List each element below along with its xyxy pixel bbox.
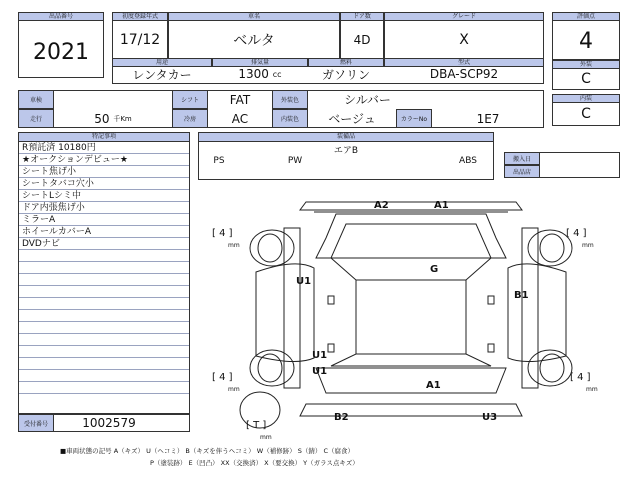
equipment-abs: ABS (459, 156, 477, 166)
note-row (19, 262, 189, 274)
ext-color: シルバー (344, 93, 391, 107)
mark-b1: B1 (514, 290, 529, 301)
note-row (19, 286, 189, 298)
model: DBA-SCP92 (429, 67, 499, 81)
doors-label: ドア数 (340, 12, 384, 21)
note-row (19, 250, 189, 262)
tire-rl-value: 4 (219, 372, 226, 383)
equipment-title: 装備品 (198, 132, 494, 142)
mark-a1-rear: A1 (426, 380, 441, 391)
shift: FAT (229, 92, 251, 107)
tire-front-left: [ 4 ] mm (212, 228, 240, 249)
lot-number: 2021 (33, 39, 89, 65)
row2-frame (112, 58, 544, 84)
mark-g: G (430, 264, 439, 275)
inspect-label: 車検 (18, 90, 54, 109)
first-reg: 17/12 (119, 32, 161, 48)
note-row: R預託済 10180円 (19, 142, 189, 154)
mileage-label: 走行 (18, 109, 54, 128)
ac: AC (231, 111, 249, 126)
notes-title: 特記事項 (18, 132, 190, 142)
tire-fl-unit: mm (228, 242, 240, 249)
tire-fl-value: 4 (219, 228, 226, 239)
grade-label: グレード (384, 12, 544, 21)
mark-b2: B2 (334, 412, 349, 423)
note-row: ホイールカバーA (19, 226, 189, 238)
note-row (19, 346, 189, 358)
tire-rr-unit: mm (586, 386, 598, 393)
note-row (19, 358, 189, 370)
cc: 1300 (238, 67, 269, 81)
tire-fr-value: 4 (573, 228, 580, 239)
serial-label: 受付番号 (18, 414, 54, 432)
legend-line2: P（塗装跡） E（凹凸） XX（交換済） X（要交換） Y（ガラス点キズ） (150, 459, 359, 467)
equipment-line1: エアB (333, 145, 359, 156)
memo-label: 出品店 (504, 165, 540, 178)
tire-rr-value: 4 (577, 372, 584, 383)
type: レンタカー (132, 67, 192, 82)
int-color-label: 内装色 (272, 109, 308, 128)
fuel: ガソリン (321, 67, 370, 82)
note-row: シート焦げ小 (19, 166, 189, 178)
interior: C (581, 106, 591, 122)
car-name-label: 車名 (168, 12, 340, 21)
note-row: シートタバコ穴小 (19, 178, 189, 190)
grade: X (459, 32, 469, 48)
exterior-label: 外装 (552, 60, 620, 69)
note-row (19, 370, 189, 382)
mark-u1-left: U1 (296, 276, 312, 287)
serial: 1002579 (82, 416, 136, 430)
lot-number-label: 出品番号 (18, 12, 104, 21)
mark-u1-lower-a: U1 (312, 350, 328, 361)
equipment-ps: PS (213, 156, 225, 166)
tire-rl-unit: mm (228, 386, 240, 393)
legend-line1: ■車両状態の記号 A（キズ） U（ヘコミ） B（キズを伴うヘコミ） W（補修跡） S（錆） C（腐食） (60, 447, 355, 455)
cc-unit: cc (272, 69, 282, 79)
doors: 4D (353, 33, 371, 47)
note-row: ★オークションデビュー★ (19, 154, 189, 166)
entry-label: 搬入日 (504, 152, 540, 165)
inspect (54, 90, 172, 109)
interior-label: 内装 (552, 94, 620, 103)
note-row (19, 334, 189, 346)
note-row: シートLシミ中 (19, 190, 189, 202)
mileage: 50 (94, 111, 110, 126)
note-row (19, 382, 189, 394)
tire-rear-right: [ 4 ] mm (570, 372, 598, 393)
note-row: ドア内張焦げ小 (19, 202, 189, 214)
exterior: C (581, 71, 591, 87)
note-row (19, 298, 189, 310)
ext-color-label: 外装色 (272, 90, 308, 109)
equipment-pw: PW (287, 156, 303, 166)
score-label: 評価点 (552, 12, 620, 21)
model-label: 型式 (384, 58, 544, 67)
trunk-unit: mm (260, 434, 272, 441)
notes-panel (18, 132, 190, 414)
mileage-unit: 千Km (113, 114, 132, 123)
tire-rear-left: [ 4 ] mm (212, 372, 240, 393)
note-row (19, 274, 189, 286)
ac-label: 冷房 (172, 109, 208, 128)
color-no-label: カラーNo (396, 109, 432, 128)
type-label: 用途 (112, 58, 212, 67)
first-reg-label: 初度登録年式 (112, 12, 168, 21)
mileage-value (54, 109, 172, 128)
mark-u3: U3 (482, 412, 498, 423)
note-row: ミラーA (19, 214, 189, 226)
color-no: 1E7 (476, 111, 500, 126)
shift-label: シフト (172, 90, 208, 109)
note-row (19, 322, 189, 334)
car-diagram (196, 188, 624, 434)
car-name: ベルタ (233, 33, 275, 49)
mark-u1-lower-b: U1 (312, 366, 328, 377)
trunk-value: T (253, 420, 260, 431)
score: 4 (579, 28, 593, 54)
entry (540, 152, 620, 165)
notes-list (19, 142, 189, 412)
tire-fr-unit: mm (582, 242, 594, 249)
memo (540, 165, 620, 178)
fuel-label: 燃料 (308, 58, 384, 67)
mark-a2: A2 (374, 200, 389, 211)
note-row: DVDナビ (19, 238, 189, 250)
trunk-tire: [ T ] mm (246, 420, 272, 441)
note-row (19, 310, 189, 322)
cc-label: 排気量 (212, 58, 308, 67)
tire-front-right: [ 4 ] mm (566, 228, 594, 249)
int-color: ベージュ (328, 112, 376, 126)
mark-a1-top: A1 (434, 200, 449, 211)
